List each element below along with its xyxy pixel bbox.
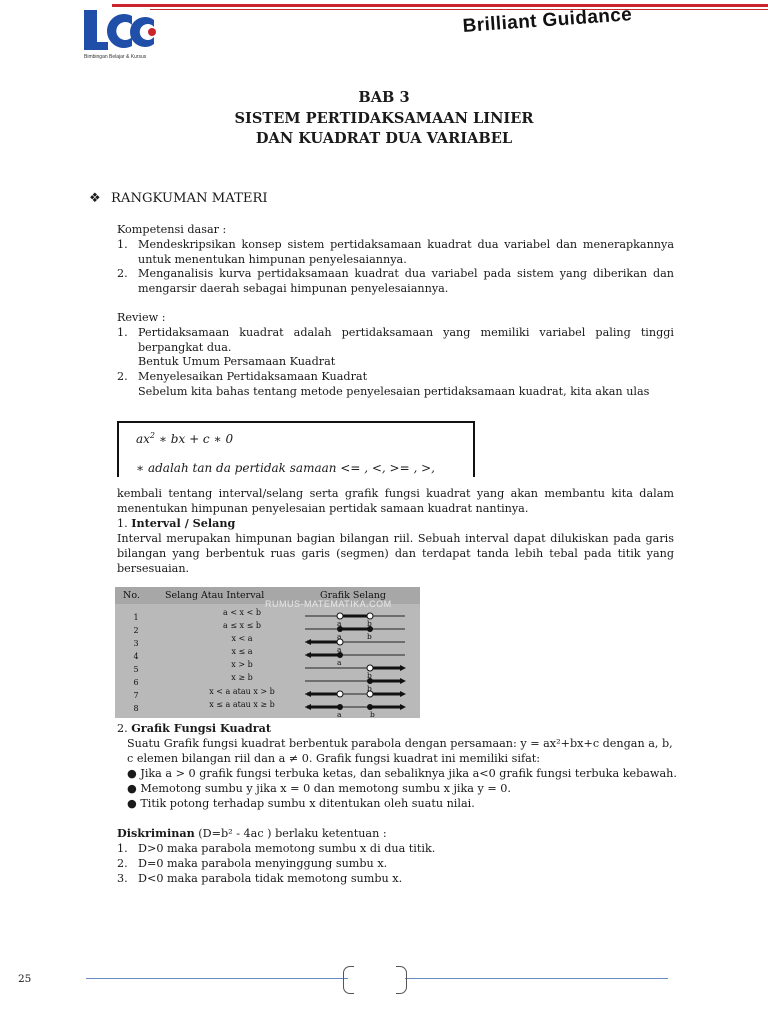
section-heading: RANGKUMAN MATERI [111,191,268,206]
table-row-interval: a ≤ x ≤ b [223,621,261,630]
kompetensi-text: Menganalisis kurva pertidaksamaan kuadrat dua variabel pada sistem yang diberikan dan mengarsir daerah sebagai himpunan penyelesaiannya. [138,267,674,295]
table-row-no: 1 [133,613,139,622]
interval-intro-paragraph: kembali tentang interval/selang serta grafik fungsi kuadrat yang akan membantu kita dalam menentukan himpunan penyelesaian pertidak samaan kuadrat nantinya. [117,487,674,515]
graph-label-b: b [367,619,372,628]
graph-label-b: b [370,710,375,718]
list-number: 3. [117,872,128,885]
table-row-interval: x < a atau x > b [209,687,275,696]
watermark: RUMUS-MATEMATIKA.COM [265,599,392,609]
kompetensi-item-1 [117,237,674,269]
grafik-line-1: Suatu Grafik fungsi kuadrat berbentuk parabola dengan persamaan: y = ax²+bx+c dengan a, b, [127,737,673,750]
list-number: 2. [117,857,128,870]
chapter-label: BAB 3 [358,89,410,106]
table-row-no: 8 [133,704,139,713]
list-number: 1. [117,842,128,855]
table-row-no: 5 [133,665,139,674]
chapter-title-line2: DAN KUADRAT DUA VARIABEL [255,130,513,147]
review-label: Review : [117,311,166,324]
table-row-no: 7 [133,691,139,700]
interval-heading: 1. Interval / Selang [117,516,236,530]
footer-bracket-right [396,966,407,994]
review-item-2-number: 2. [117,370,128,383]
diskriminan-text: D=0 maka parabola menyinggung sumbu x. [138,857,388,870]
diskriminan-item-2 [117,856,388,871]
logo-subtitle: Bimbingan Belajar & Kursus [84,54,147,60]
table-row-interval: a < x < b [223,608,261,617]
table-row-no: 3 [133,639,139,648]
diskriminan-item-3 [117,871,403,886]
footer-bracket-left [343,966,354,994]
table-header-interval: Selang Atau Interval [165,590,265,601]
diskriminan-text: D>0 maka parabola memotong sumbu x di dua titik. [138,842,436,855]
diskriminan-heading: Diskriminan (D=b² - 4ac ) berlaku ketentuan : [117,826,387,840]
formula-sign-note: ∗ adalah tan da pertidak samaan <= , <, >= , >, [136,461,435,475]
kompetensi-label: Kompetensi dasar : [117,223,227,236]
diskriminan-item-1 [117,841,436,856]
review-item-2-text: Menyelesaikan Pertidaksamaan Kuadrat [138,370,368,383]
grafik-bullet-1: ● Jika a > 0 grafik fungsi terbuka ketas, dan sebaliknya jika a<0 grafik fungsi terbuka kebawah. [127,767,677,780]
table-row-no: 6 [133,678,139,687]
formula-box [117,421,475,477]
graph-label-a: a [337,710,342,718]
review-item-1 [117,325,674,357]
brand-title: Brilliant Guidance [462,4,633,37]
grafik-heading: 2. Grafik Fungsi Kuadrat [117,721,272,735]
table-row-no: 4 [133,652,139,661]
table-row-interval: x < a [231,634,253,643]
review-text: Pertidaksamaan kuadrat adalah pertidaksamaan yang memiliki variabel paling tinggi berpangkat dua. [138,326,674,354]
table-header-no: No. [123,590,140,601]
graph-label-a: a [337,645,342,654]
interval-graphs [115,587,420,718]
review-item-2-subtext: Sebelum kita bahas tentang metode penyelesaian pertidaksamaan kuadrat, kita akan ulas [138,385,650,398]
kompetensi-text: Mendeskripsikan konsep sistem pertidaksamaan kuadrat dua variabel dan menerapkannya untuk menentukan himpunan penyelesaiannya. [138,238,674,266]
list-number: 1. [117,238,128,251]
grafik-line-2: c elemen bilangan riil dan a ≠ 0. Grafik fungsi kuadrat ini memiliki sifat: [127,752,541,765]
graph-label-a: a [337,658,342,667]
footer-rule-right [405,978,668,979]
table-row-interval: x ≥ b [231,673,253,682]
table-row-interval: x ≤ a atau x ≥ b [209,700,275,709]
header-rule [112,4,768,7]
list-number: 1. [117,326,128,339]
graph-label-b: b [367,684,372,693]
section-bullet-icon: ❖ [89,191,101,206]
list-number: 2. [117,267,128,280]
kompetensi-item-2 [117,266,674,298]
chapter-title-line1: SISTEM PERTIDAKSAMAAN LINIER [234,110,534,127]
review-subtext: Bentuk Umum Persamaan Kuadrat [138,355,336,368]
table-row-interval: x > b [231,660,253,669]
grafik-bullet-2: ● Memotong sumbu y jika x = 0 dan memotong sumbu x jika y = 0. [127,782,511,795]
graph-label-b: b [367,632,372,641]
graph-label-a: a [337,632,342,641]
formula-general: $ax^2$ ∗ bx + c ∗ 0 [136,431,234,446]
diskriminan-text: D<0 maka parabola tidak memotong sumbu x. [138,872,403,885]
table-header-graph: Grafik Selang [320,590,386,601]
table-row-interval: x ≤ a [231,647,253,656]
page-number: 25 [18,973,32,985]
footer-rule-left [86,978,348,979]
graph-label-a: a [337,619,342,628]
header-rule-thin [150,9,768,10]
graph-label-b: b [367,671,372,680]
interval-paragraph: Interval merupakan himpunan bagian bilangan riil. Sebuah interval dapat dilukiskan pada garis bilangan yang berbentuk ruas garis (segmen) dan terdapat tanda lebih tebal pada titik yang bersesuaian. [117,532,674,575]
table-row-no: 2 [133,626,139,635]
grafik-bullet-3: ● Titik potong terhadap sumbu x ditentukan oleh suatu nilai. [127,797,475,810]
interval-table-image [115,587,420,718]
